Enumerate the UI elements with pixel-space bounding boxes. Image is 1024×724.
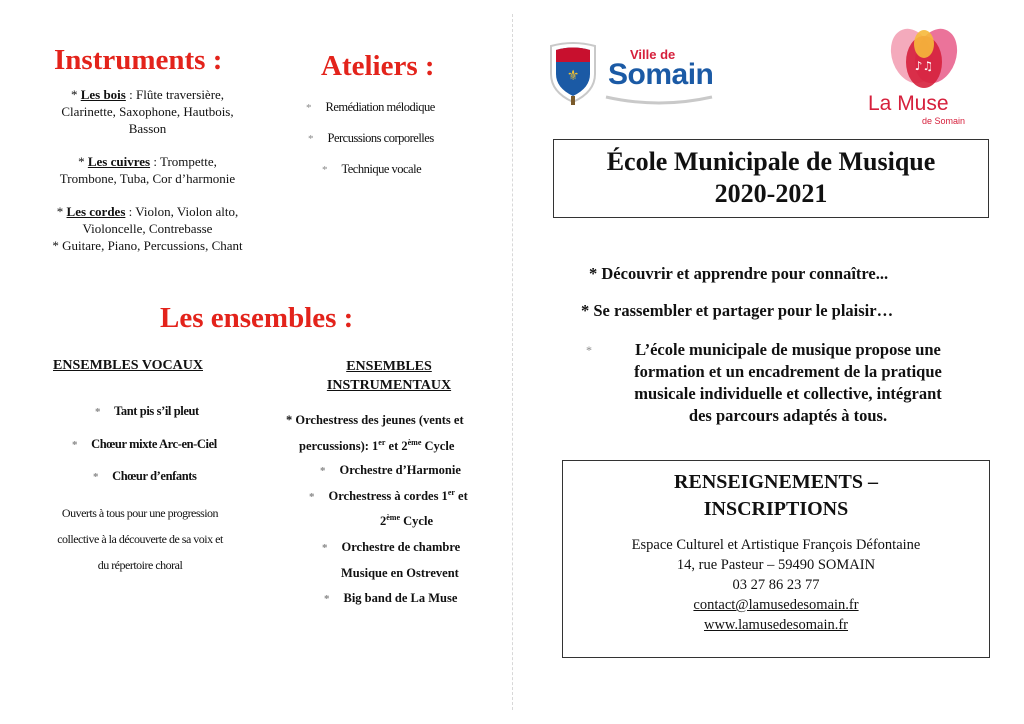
instru-item-1b: percussions): 1er et 2ème Cycle: [299, 437, 455, 453]
cuivres-line-1: * Les cuivres : Trompette,: [78, 154, 217, 169]
svg-text:♪♫: ♪♫: [914, 59, 934, 73]
cuivres-label: Les cuivres: [87, 154, 151, 169]
contact-place: Espace Culturel et Artistique François Défontaine: [631, 537, 921, 553]
somain-logo: [548, 40, 718, 106]
school-year: 2020-2021: [714, 179, 828, 208]
muse-logo: [864, 22, 984, 130]
contact-phone: 03 27 86 23 77: [732, 577, 820, 593]
instru-item: * Orchestre de chambre: [322, 540, 461, 554]
fold-line: [512, 14, 513, 710]
contact-title-1: RENSEIGNEMENTS –: [674, 471, 878, 493]
cordes-label: Les cordes: [66, 204, 126, 219]
muse-logo-main: La Muse: [868, 92, 949, 115]
somain-shield-icon: [548, 40, 598, 106]
instru-item-1a: * Orchestress des jeunes (vents et: [286, 413, 464, 427]
instru-item: * Orchestress à cordes 1er et: [309, 487, 468, 503]
cuivres-line-2: Trombone, Tuba, Cor d’harmonie: [59, 171, 236, 186]
atelier-item: * Remédiation mélodique: [306, 100, 435, 114]
instru-title: ENSEMBLES INSTRUMENTAUX: [326, 359, 452, 393]
contact-title-2: INSCRIPTIONS: [703, 498, 849, 520]
school-title-box: [553, 139, 989, 218]
contact-email-link[interactable]: contact@lamusedesomain.fr: [693, 597, 859, 613]
vocaux-item: * Chœur mixte Arc-en-Ciel: [72, 437, 217, 451]
vocaux-item: * Chœur d’enfants: [93, 469, 197, 483]
atelier-item: * Technique vocale: [322, 162, 422, 176]
bois-line-1: * Les bois : Flûte traversière,: [70, 87, 225, 102]
vocaux-title: ENSEMBLES VOCAUX: [53, 358, 203, 373]
bois-label: Les bois: [80, 87, 126, 102]
school-title: École Municipale de Musique: [606, 147, 936, 176]
bois-line-3: Basson: [128, 121, 167, 136]
vocaux-item: * Tant pis s’il pleut: [95, 404, 199, 418]
ensembles-title: Les ensembles :: [160, 302, 354, 334]
instru-item-5b: Musique en Ostrevent: [341, 566, 459, 580]
somain-logo-line2: Somain: [608, 58, 714, 91]
school-bullet-2: * Se rassembler et partager pour le plaisir…: [581, 301, 894, 320]
bois-line-2: Clarinette, Saxophone, Hautbois,: [61, 104, 234, 119]
vocaux-note: Ouverts à tous pour une progression collective à la découverte de sa voix et du répertoire choral: [57, 506, 223, 572]
instru-item-4: 2ème Cycle: [380, 512, 433, 528]
somain-swoosh-icon: [604, 93, 714, 107]
muse-flower-icon: [888, 22, 960, 90]
contact-box: [562, 460, 990, 658]
ateliers-title: Ateliers :: [321, 50, 435, 82]
cordes-line-1: * Les cordes : Violon, Violon alto,: [56, 204, 239, 219]
instruments-list: [30, 86, 265, 254]
contact-address: 14, rue Pasteur – 59490 SOMAIN: [676, 557, 876, 573]
atelier-item: * Percussions corporelles: [308, 131, 434, 145]
instruments-title: Instruments :: [54, 44, 223, 76]
muse-logo-sub: de Somain: [922, 116, 966, 126]
svg-text:⚜: ⚜: [566, 68, 580, 84]
autres-line: * Guitare, Piano, Percussions, Chant: [52, 238, 243, 253]
contact-website-link[interactable]: www.lamusedesomain.fr: [703, 617, 849, 633]
school-bullet-1: * Découvrir et apprendre pour connaître...: [589, 264, 889, 283]
school-para-star: *: [586, 343, 592, 357]
somain-logo-line1: Ville de: [630, 47, 676, 62]
instru-item: * Orchestre d’Harmonie: [320, 463, 461, 477]
cordes-line-2: Violoncelle, Contrebasse: [82, 221, 213, 236]
school-paragraph: L’école municipale de musique propose une formation et un encadrement de la pratique musicale individuelle et collective, intégrant des parcours adaptés à tous.: [634, 340, 942, 425]
instru-item: * Big band de La Muse: [324, 591, 458, 605]
